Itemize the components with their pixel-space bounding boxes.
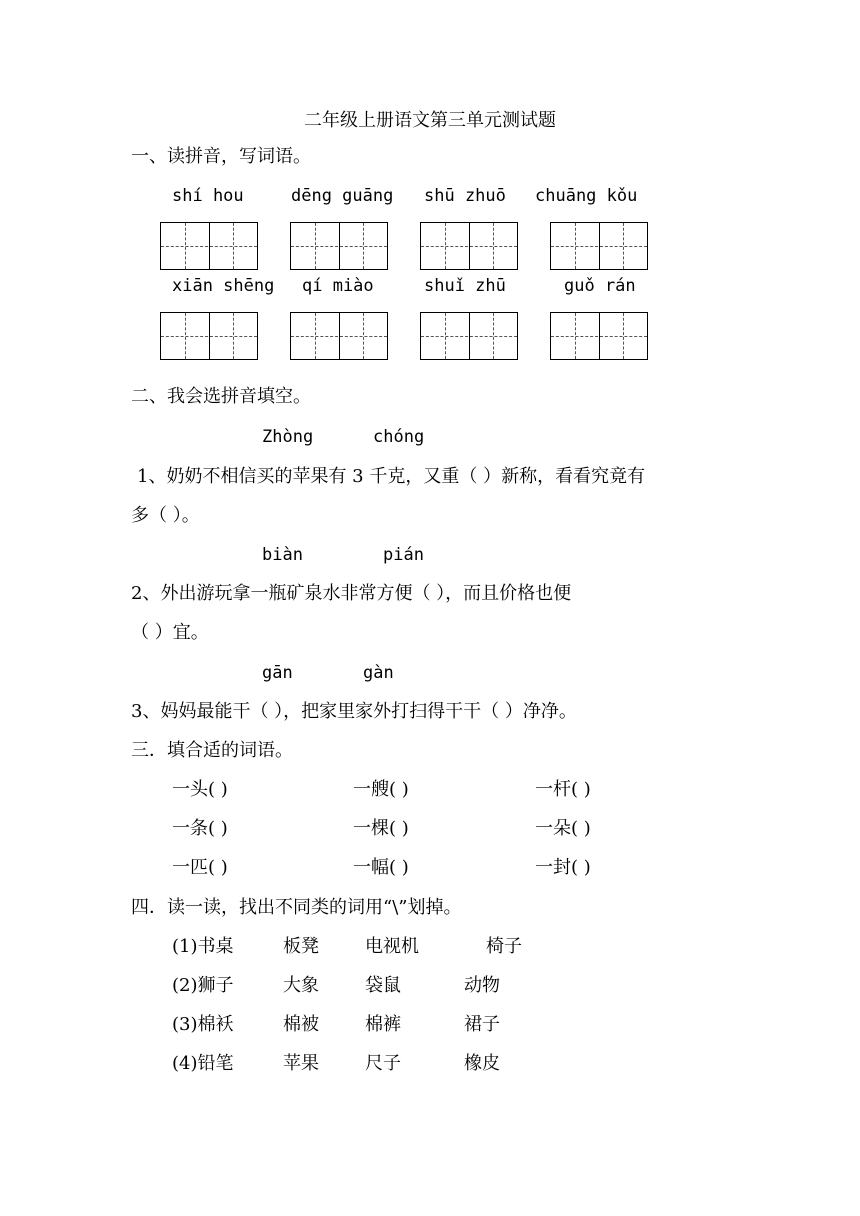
writing-grid[interactable] [160,222,258,270]
question-1-line-1: 1、奶奶不相信买的苹果有 3 千克，又重（ ）新称，看看究竟有 [137,466,646,487]
pinyin-4: chuāng kǒu [535,186,638,206]
pinyin-6: qí miào [302,276,374,296]
pinyin-7: shuǐ zhū [424,276,506,296]
word-item: 大象 [283,975,319,996]
writing-grid[interactable] [420,222,518,270]
section-4-heading: 四．读一读，找出不同类的词用“\”划掉。 [131,897,462,918]
question-1-line-2: 多（ ）。 [131,505,200,526]
question-2-line-1: 2、外出游玩拿一瓶矿泉水非常方便（ ），而且价格也便 [131,583,572,604]
word-item: 板凳 [283,936,319,957]
measure-word-item: 一朵( ) [535,818,591,839]
pinyin-option: biàn [262,545,303,565]
writing-grid[interactable] [420,312,518,360]
section-2-heading: 二、我会选拼音填空。 [131,386,311,407]
word-item: 苹果 [283,1053,319,1074]
section-3-heading: 三．填合适的词语。 [131,740,293,761]
pinyin-2: dēng guāng [291,186,394,206]
pinyin-option: pián [383,545,424,565]
pinyin-option: gān [262,663,293,683]
measure-word-item: 一艘( ) [353,779,409,800]
word-item: 尺子 [365,1053,401,1074]
measure-word-item: 一条( ) [172,818,228,839]
word-item: 棉被 [283,1014,319,1035]
pinyin-1: shí hou [172,186,244,206]
word-item: 袋鼠 [365,975,401,996]
pinyin-option: Zhòng [262,427,314,447]
pinyin-option: gàn [363,663,394,683]
measure-word-item: 一头( ) [172,779,228,800]
word-item: (1)书桌 [172,936,234,957]
measure-word-item: 一幅( ) [353,857,409,878]
word-item: 橡皮 [464,1053,500,1074]
writing-grid[interactable] [550,312,648,360]
writing-grid[interactable] [290,312,388,360]
pinyin-option: chóng [373,427,425,447]
measure-word-item: 一杆( ) [535,779,591,800]
pinyin-5: xiān shēng [172,276,275,296]
writing-grid[interactable] [290,222,388,270]
measure-word-item: 一棵( ) [353,818,409,839]
question-3-line-1: 3、妈妈最能干（ ），把家里家外打扫得干干（ ）净净。 [131,701,577,722]
pinyin-3: shū zhuō [424,186,506,206]
word-item: 动物 [464,975,500,996]
question-2-line-2: （ ）宜。 [131,622,209,643]
writing-grid[interactable] [550,222,648,270]
word-item: 裙子 [464,1014,500,1035]
word-item: 椅子 [486,936,522,957]
measure-word-item: 一匹( ) [172,857,228,878]
measure-word-item: 一封( ) [535,857,591,878]
section-1-heading: 一、读拼音，写词语。 [131,146,311,167]
word-item: 电视机 [365,936,419,957]
word-item: (2)狮子 [172,975,234,996]
word-item: (4)铅笔 [172,1053,234,1074]
pinyin-8: guǒ rán [564,276,636,296]
word-item: 棉裤 [365,1014,401,1035]
writing-grid[interactable] [160,312,258,360]
word-item: (3)棉袄 [172,1014,234,1035]
page-title: 二年级上册语文第三单元测试题 [304,110,556,131]
